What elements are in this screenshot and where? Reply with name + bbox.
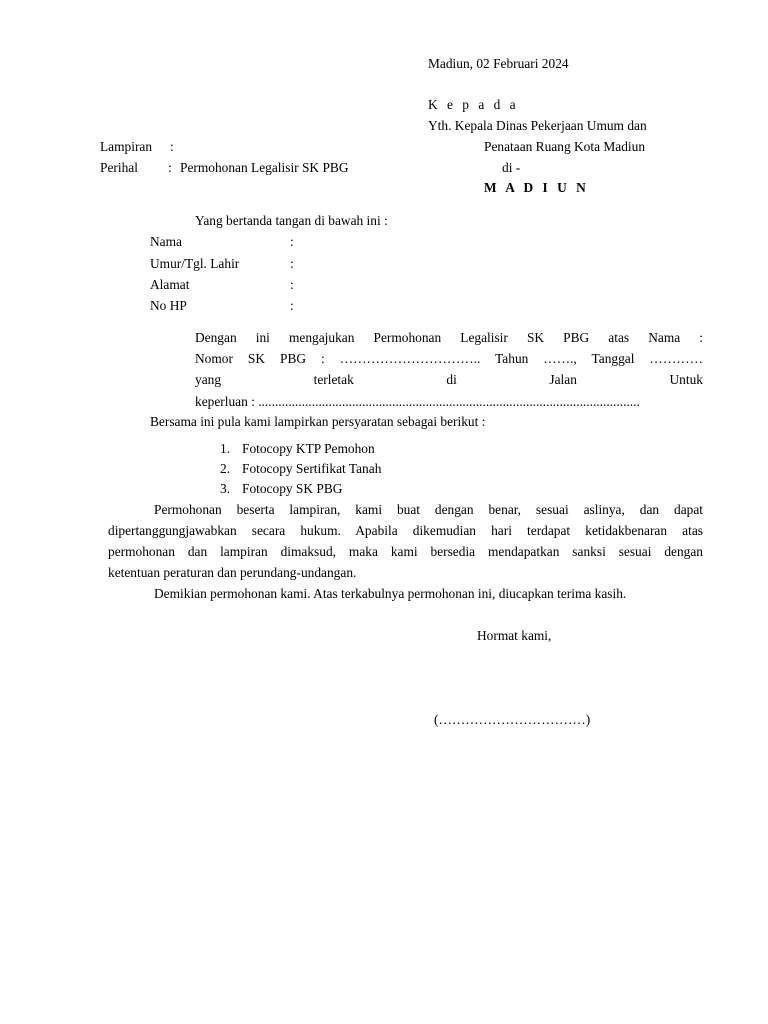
field-label-nohp: No HP — [150, 298, 187, 313]
attachment-item — [220, 461, 381, 477]
attachment-item — [220, 481, 342, 497]
field-colon-nama: : — [290, 234, 294, 249]
field-colon-alamat: : — [290, 277, 294, 292]
intro-text: Yang bertanda tangan di bawah ini : — [195, 213, 388, 228]
attachment-item — [220, 441, 375, 457]
closing-text: Demikian permohonan kami. Atas terkabulnya permohonan ini, diucapkan terima kasih. — [154, 586, 627, 601]
signature-placeholder: (……………………………) — [434, 712, 591, 727]
recipient-city: M A D I U N — [484, 180, 589, 195]
statement-line-1: Permohonan beserta lampiran, kami buat dengan benar, sesuai aslinya, dan dapat — [154, 502, 703, 517]
request-line-4: keperluan : .................................................................................................................. — [195, 394, 640, 409]
lampiran-colon: : — [170, 139, 174, 154]
request-line-3: yang terletak di Jalan Untuk — [195, 372, 703, 387]
request-line-2: Nomor SK PBG : ………………………….. Tahun ……., Tanggal ………… — [195, 351, 703, 366]
recipient-line-2: Penataan Ruang Kota Madiun — [484, 139, 646, 154]
attachment-number: 2. — [220, 461, 231, 476]
recipient-at: di - — [502, 160, 521, 175]
attachment-text: Fotocopy Sertifikat Tanah — [242, 461, 382, 476]
statement-line-3: permohonan dan lampiran dimaksud, maka kami bersedia mendapatkan sanksi sesuai dengan — [108, 544, 703, 559]
lampiran-label: Lampiran — [100, 139, 153, 154]
field-colon-nohp: : — [290, 298, 294, 313]
field-label-nama: Nama — [150, 234, 182, 249]
attachments-intro: Bersama ini pula kami lampirkan persyaratan sebagai berikut : — [150, 414, 486, 429]
perihal-colon: : — [168, 160, 172, 175]
salutation-to: K e p a d a — [428, 97, 519, 112]
field-label-alamat: Alamat — [150, 277, 190, 292]
statement-line-2: dipertanggungjawabkan secara hukum. Apabila dikemudian hari terdapat ketidakbenaran atas — [108, 523, 703, 538]
field-label-umur: Umur/Tgl. Lahir — [150, 256, 240, 271]
letter-date: Madiun, 02 Februari 2024 — [428, 56, 569, 71]
attachment-text: Fotocopy SK PBG — [242, 481, 343, 496]
perihal-label: Perihal — [100, 160, 138, 175]
attachment-number: 1. — [220, 441, 231, 456]
recipient-line-1: Yth. Kepala Dinas Pekerjaan Umum dan — [428, 118, 647, 133]
statement-line-4: ketentuan peraturan dan perundang-undangan. — [108, 565, 357, 580]
request-line-1: Dengan ini mengajukan Permohonan Legalisir SK PBG atas Nama : — [195, 330, 703, 345]
field-colon-umur: : — [290, 256, 294, 271]
perihal-value: Permohonan Legalisir SK PBG — [180, 160, 349, 175]
regards-text: Hormat kami, — [477, 628, 552, 643]
attachment-number: 3. — [220, 481, 231, 496]
attachment-text: Fotocopy KTP Pemohon — [242, 441, 375, 456]
